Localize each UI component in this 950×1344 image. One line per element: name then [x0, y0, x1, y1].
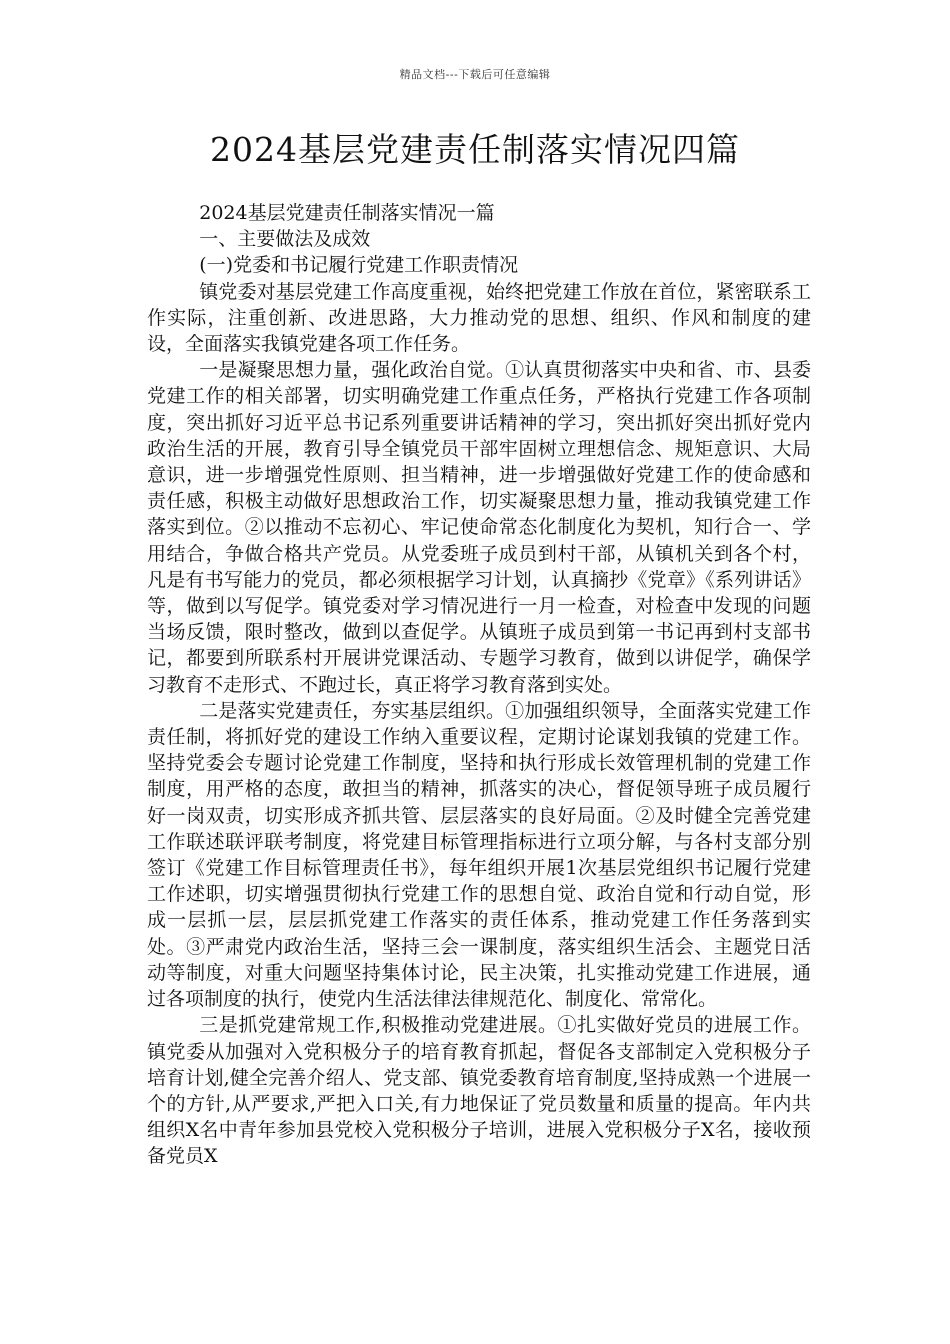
body-paragraph: 一是凝聚思想力量，强化政治自觉。①认真贯彻落实中央和省、市、县委党建工作的相关部署，切实明确党建工作重点任务，严格执行党建工作各项制度，突出抓好习近平总书记系列重要讲话精神的学习，突出抓好突出抓好党内政治生活的开展，教育引导全镇党员干部牢固树立理想信念、规矩意识、大局意识，进一步增强党性原则、担当精神，进一步增强做好党建工作的使命感和责任感，积极主动做好思想政治工作，切实凝聚思想力量，推动我镇党建工作落实到位。②以推动不忘初心、牢记使命常态化制度化为契机，知行合一、学用结合，争做合格共产党员。从党委班子成员到村干部，从镇机关到各个村，凡是有书写能力的党员，都必须根据学习计划，认真摘抄《党章》《系列讲话》等，做到以写促学。镇党委对学习情况进行一月一检查，对检查中发现的问题当场反馈，限时整改，做到以查促学。从镇班子成员到第一书记再到村支部书记，都要到所联系村开展讲党课活动、专题学习教育，做到以讲促学，确保学习教育不走形式、不跑过长，真正将学习教育落到实处。 — [147, 359, 811, 696]
document-body — [147, 200, 811, 1170]
body-paragraph: 三是抓党建常规工作,积极推动党建进展。①扎实做好党员的进展工作。镇党委从加强对入党积极分子的培育教育抓起，督促各支部制定入党积极分子培育计划,健全完善介绍人、党支部、镇党委教育培育制度,坚持成熟一个进展一个的方针,从严要求,严把入口关,有力地保证了党员数量和质量的提高。年内共组织X名中青年参加县党校入党积极分子培训，进展入党积极分子X名，接收预备党员X — [147, 1014, 811, 1168]
section-heading: 一、主要做法及成效 — [199, 228, 371, 251]
header-note: 精品文档---下载后可任意编辑 — [399, 68, 551, 81]
body-paragraph: 二是落实党建责任，夯实基层组织。①加强组织领导，全面落实党建工作责任制，将抓好党的建设工作纳入重要议程，定期讨论谋划我镇的党建工作。坚持党委会专题讨论党建工作制度，坚持和执行形成长效管理机制的党建工作制度，用严格的态度，敢担当的精神，抓落实的决心，督促领导班子成员履行好一岗双责，切实形成齐抓共管、层层落实的良好局面。②及时健全完善党建工作联述联评联考制度，将党建目标管理指标进行立项分解，与各村支部分别签订《党建工作目标管理责任书》，每年组织开展1次基层党组织书记履行党建工作述职，切实增强贯彻执行党建工作的思想自觉、政治自觉和行动自觉，形成一层抓一层，层层抓党建工作落实的责任体系，推动党建工作任务落到实处。③严肃党内政治生活，坚持三会一课制度，落实组织生活会、主题党日活动等制度，对重大问题坚持集体讨论，民主决策，扎实推动党建工作进展，通过各项制度的执行，使党内生活法律法律规范化、制度化、常常化。 — [147, 699, 811, 1011]
body-paragraph: 镇党委对基层党建工作高度重视，始终把党建工作放在首位，紧密联系工作实际，注重创新、改进思路，大力推动党的思想、组织、作风和制度的建设，全面落实我镇党建各项工作任务。 — [147, 280, 811, 356]
document-title: 2024基层党建责任制落实情况四篇 — [210, 130, 740, 169]
section-heading: (一)党委和书记履行党建工作职责情况 — [199, 254, 519, 277]
section-heading: 2024基层党建责任制落实情况一篇 — [199, 202, 495, 224]
